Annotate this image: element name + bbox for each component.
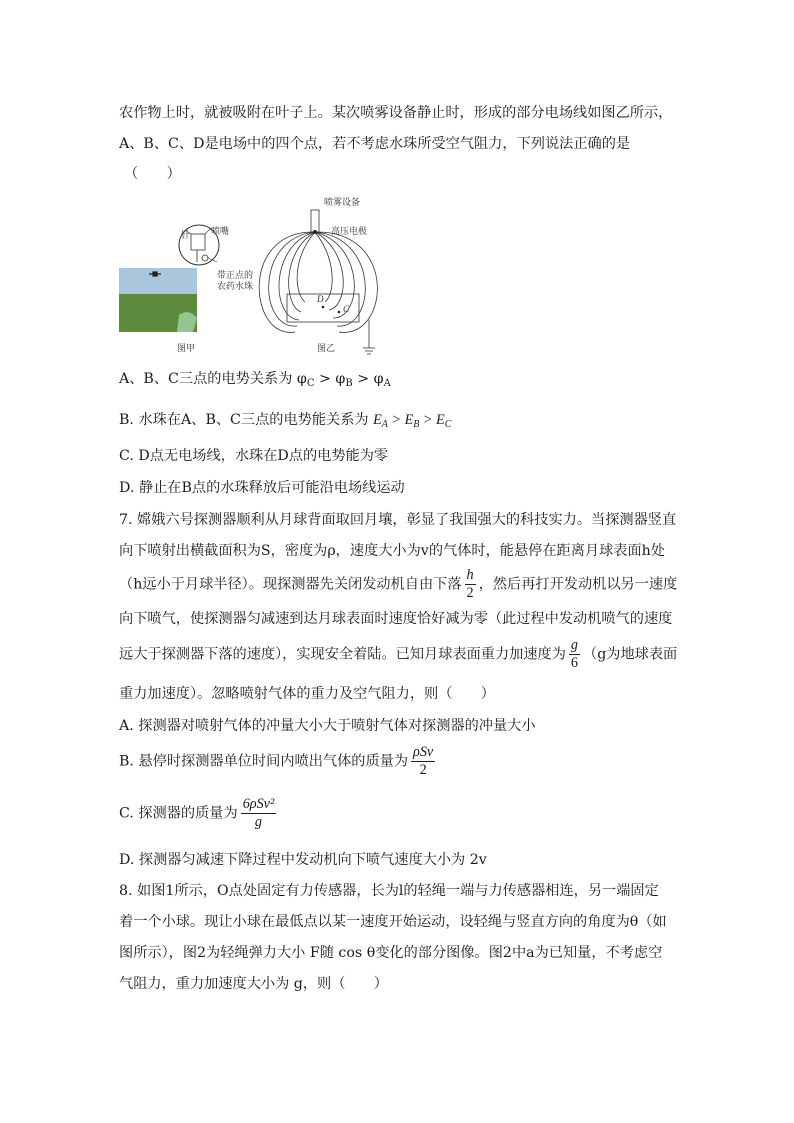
q8-line-1: 8. 如图1所示，O点处固定有力传感器，长为l的轻绳一端与力传感器相连，另一端固定 xyxy=(119,883,659,899)
q8-line-3: 图所示），图2为轻绳弹力大小 F随 cos θ变化的部分图像。图2中a为已知量，不考虑空 xyxy=(119,945,663,961)
q7-line-6: 重力加速度）。忽略喷射气体的重力及空气阻力，则（ ） xyxy=(119,686,495,702)
caption-figure-b: 图乙 xyxy=(317,344,336,354)
q6-answer-bracket: （ ） xyxy=(124,166,181,182)
spray-device xyxy=(311,210,319,232)
q6-stem-line-2: A、B、C、D是电场中的四个点，若不考虑水珠所受空气阻力，下列说法正确的是 xyxy=(119,136,631,152)
q6-stem-line-1: 农作物上时，就被吸附在叶子上。某次喷雾设备静止时，形成的部分电场线如图乙所示， xyxy=(119,105,673,121)
q7-line-4: 向下喷气，使探测器匀减速到达月球表面时速度恰好减为零（此过程中发动机喷气的速度 xyxy=(119,611,673,627)
label-charged: 带正点的 xyxy=(217,271,254,281)
q6-figure xyxy=(119,190,389,360)
figure-drawing xyxy=(119,190,389,360)
q7-line-1: 7. 嫦娥六号探测器顺利从月球背面取回月壤，彰显了我国强大的科技实力。当探测器竖直 xyxy=(119,512,677,528)
q6-option-c: C. D点无电场线，水珠在D点的电势能为零 xyxy=(119,448,389,464)
q7-option-c: C. 探测器的质量为 $\frac{\text{6ρSv²}}{g}$ xyxy=(119,796,275,830)
q7-option-b: B. 悬停时探测器单位时间内喷出气体的质量为 $\frac{\text{ρSv}}{2}$ xyxy=(119,744,434,778)
fraction-h-over-2: $\frac{h}{2}$ xyxy=(466,567,474,601)
q6-option-a: A、B、C三点的电势关系为 $\varphi_C > \varphi_B > \varphi_A$ xyxy=(119,371,391,389)
label-needle: 针 xyxy=(181,231,191,241)
hv-electrode-point xyxy=(313,230,317,234)
label-nozzle: 喷嘴 xyxy=(211,227,230,237)
q7-line-3: （h远小于月球半径）。现探测器先关闭发动机自由下落 $\frac{h}{2}$ ，然后再打开发动机以另一速度 xyxy=(119,567,678,601)
fraction-6rho-s-v2-over-g: $\frac{\text{6ρSv²}}{g}$ xyxy=(242,796,275,830)
q7-option-d: D. 探测器匀减速下降过程中发动机向下喷气速度大小为 2v xyxy=(119,852,487,868)
label-point-d: D xyxy=(317,294,324,304)
q7-line-2: 向下喷射出横截面积为S，密度为ρ，速度大小为v的气体时，能悬停在距离月球表面h处 xyxy=(119,543,665,559)
label-spray-device: 喷雾设备 xyxy=(324,198,361,208)
q8-line-4: 气阻力，重力加速度大小为 g，则（ ） xyxy=(119,976,388,992)
q6-option-d: D. 静止在B点的水珠释放后可能沿电场线运动 xyxy=(119,480,405,496)
label-point-c: C xyxy=(343,304,350,314)
caption-figure-a: 图甲 xyxy=(177,344,196,354)
fraction-g-over-6: $\frac{g}{6}$ xyxy=(570,637,578,671)
label-pesticide-drop: 农药水珠 xyxy=(217,282,254,292)
q8-line-2: 着一个小球。现让小球在最低点以某一速度开始运动，设轻绳与竖直方向的角度为θ（如 xyxy=(119,914,667,930)
fraction-rho-s-v-over-2: $\frac{\text{ρSv}}{2}$ xyxy=(413,744,434,778)
q6-option-b: B. 水珠在A、B、C三点的电势能关系为 $E_A > E_B > E_C$ xyxy=(119,412,452,430)
q7-option-a: A. 探测器对喷射气体的冲量大小大于喷射气体对探测器的冲量大小 xyxy=(119,718,536,734)
q7-line-5: 远大于探测器下落的速度），实现安全着陆。已知月球表面重力加速度为 $\frac{g}{6}$ （g为地球表面 xyxy=(119,637,678,671)
label-hv-electrode: 高压电极 xyxy=(331,227,368,237)
